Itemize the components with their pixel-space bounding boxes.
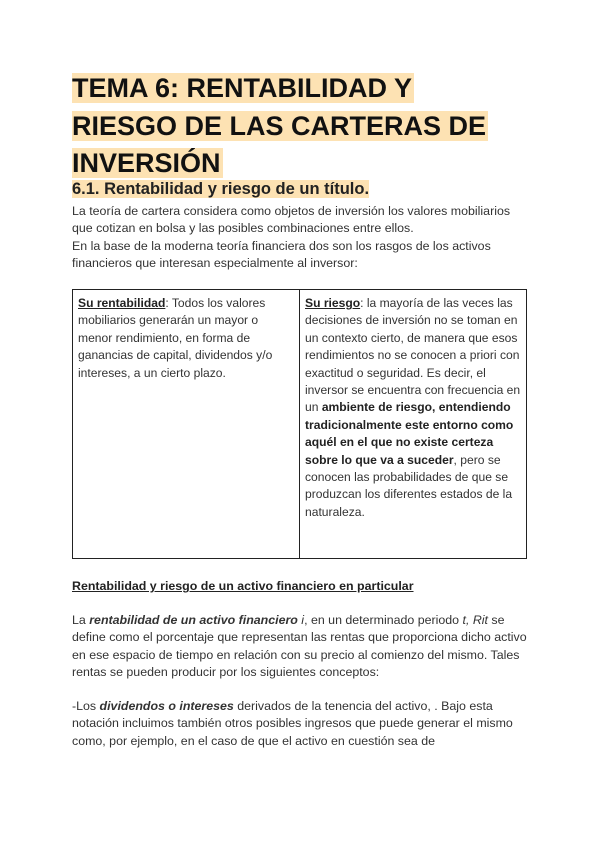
rentabilidad-definition: : Todos los valores mobiliarios generarán un mayor o menor rendimiento, en forma de ganancias de capital, dividendos y/o intereses, a un cierto plazo. xyxy=(78,296,273,380)
page-title xyxy=(72,70,532,183)
riesgo-definition-1: : la mayoría de las veces las decisiones de inversión no se toman en un contexto cierto, de manera que esos rendimientos no se conocen a priori con exactitud o seguridad. Es decir, el inversor se encuentra con frecuencia en un xyxy=(305,296,521,415)
title-line-3: INVERSIÓN xyxy=(72,148,221,178)
title-line-1: TEMA 6: RENTABILIDAD Y xyxy=(72,73,413,103)
body-paragraph-1: La rentabilidad de un activo financiero i, en un determinado periodo t, Rit se define como el porcentaje que representan las rentas que proporciona dicho activo en ese espacio de tiempo en relación con su precio al comienzo del mismo. Tales rentas se pueden producir por los siguientes conceptos: xyxy=(72,613,527,680)
subheading: Rentabilidad y riesgo de un activo financiero en particular xyxy=(72,579,414,593)
rentabilidad-term: Su rentabilidad xyxy=(78,296,166,310)
intro-paragraph-2: En la base de la moderna teoría financiera dos son los rasgos de los activos financieros que interesan especialmente al inversor: xyxy=(72,239,491,271)
rentabilidad-activo-term: rentabilidad de un activo financiero xyxy=(89,613,298,627)
table-cell-riesgo xyxy=(300,290,526,558)
concepts-table xyxy=(72,289,527,559)
intro-paragraph-1: La teoría de cartera considera como objetos de inversión los valores mobiliarios que cotizan en bolsa y las posibles combinaciones entre ellos. xyxy=(72,204,511,236)
title-line-2: RIESGO DE LAS CARTERAS DE xyxy=(72,110,487,141)
table-cell-rentabilidad xyxy=(73,290,300,558)
section-heading: 6.1. Rentabilidad y riesgo de un título. xyxy=(72,180,370,198)
riesgo-definition-2: , pero se conocen las probabilidades de que se produzcan los diferentes estados de la naturaleza. xyxy=(305,452,513,519)
rit-symbol: t, Rit xyxy=(462,613,488,627)
body-paragraph-2: -Los dividendos o intereses derivados de la tenencia del activo, . Bajo esta notación incluimos también otros posibles ingresos que puede generar el mismo como, por ejemplo, en el caso de que el activo en cuestión sea de xyxy=(72,699,513,748)
dividendos-term: dividendos o intereses xyxy=(99,699,234,713)
riesgo-definition-bold: ambiente de riesgo, entendiendo tradicionalmente este entorno como aquél en el que no existe certeza sobre lo que va a suceder xyxy=(305,400,514,467)
riesgo-term: Su riesgo xyxy=(305,296,361,310)
